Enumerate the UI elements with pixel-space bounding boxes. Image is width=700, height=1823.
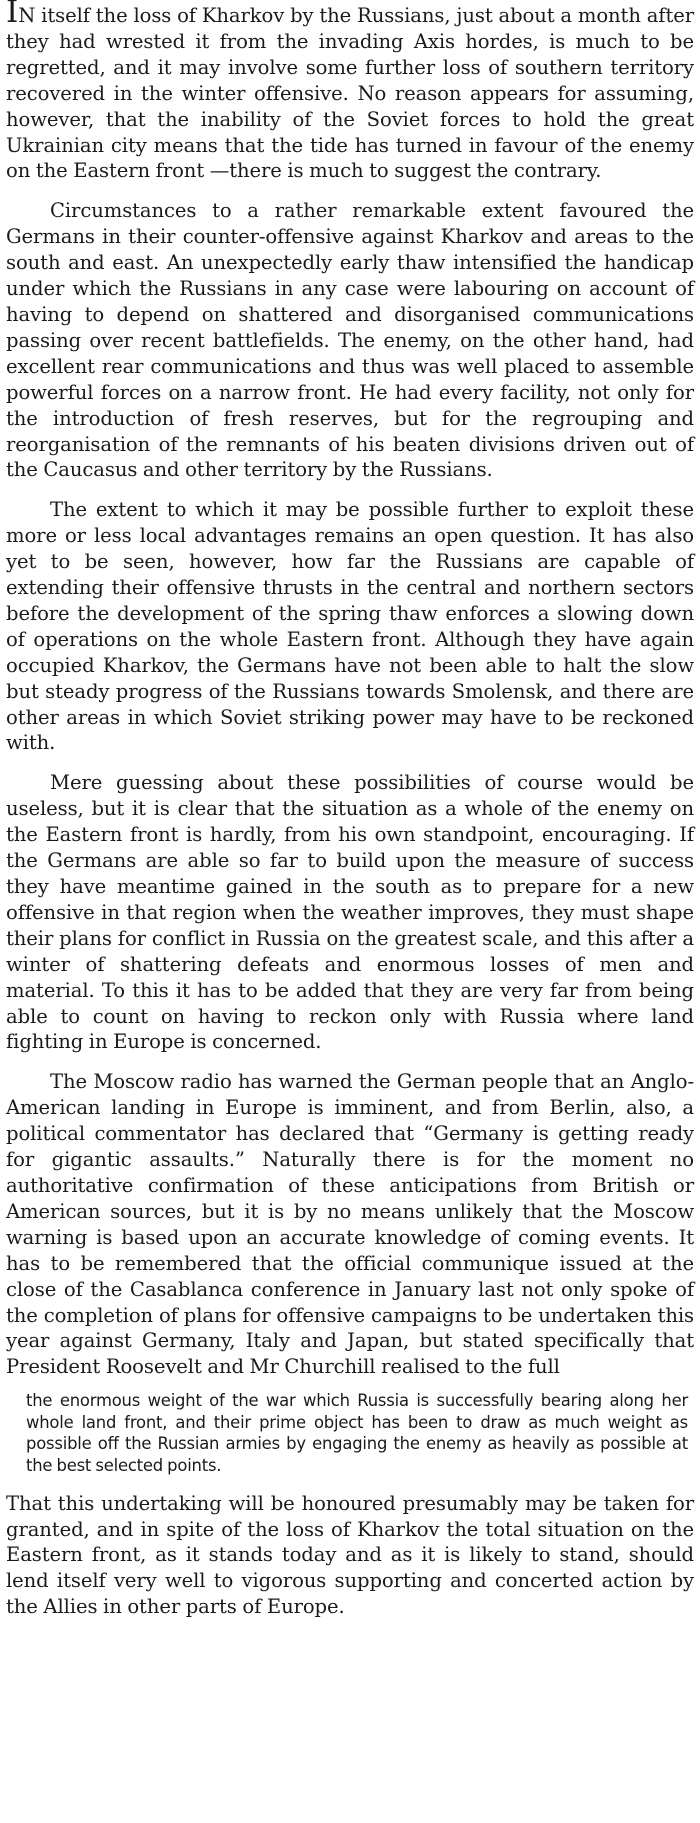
paragraph-3: The extent to which it may be possible further to exploit these more or less local advantages remains an open question. It has also yet to be seen, however, how far the Russians are capable of extending their offensive thrusts in the central and northern sectors before the development of the spring thaw enforces a slowing down of operations on the whole Eastern front. Although they have again occupied Kharkov, the Germans have not been able to halt the slow but steady progress of the Russians towards Smolensk, and there are other areas in which Soviet striking power may have to be reckoned with.	[6, 498, 694, 755]
paragraph-1-text: N itself the loss of Kharkov by the Russians, just about a month after they had wrested it from the invading Axis hordes, is much to be regretted, and it may involve some further loss of southern territory recovered in the winter offensive. No reason appears for assuming, however, that the inability of the Soviet forces to hold the great Ukrainian city means that the tide has turned in favour of the enemy on the Eastern front —there is much to suggest the contrary.	[6, 4, 694, 183]
paragraph-2: Circumstances to a rather remarkable extent favoured the Germans in their counter-offensive against Kharkov and areas to the south and east. An unexpectedly early thaw intensified the handicap under which the Russians in any case were labouring on account of having to depend on shattered and disorganised communications passing over recent battlefields. The enemy, on the other hand, had excellent rear communications and thus was well placed to assemble powerful forces on a narrow front. He had every facility, not only for the introduction of fresh reserves, but for the regrouping and reorganisation of the remnants of his beaten divisions driven out of the Caucasus and other territory by the Russians.	[6, 199, 694, 482]
paragraph-4: Mere guessing about these possibilities of course would be useless, but it is clear that the situation as a whole of the enemy on the Eastern front is hardly, from his own standpoint, encouraging. If the Germans are able so far to build upon the measure of success they have meantime gained in the south as to prepare for a new offensive in that region when the weather improves, they must shape their plans for conflict in Russia on the greatest scale, and this after a winter of shattering defeats and enormous losses of men and material. To this it has to be added that they are very far from being able to count on having to reckon only with Russia where land fighting in Europe is concerned.	[6, 771, 694, 1054]
paragraph-6: That this undertaking will be honoured presumably may be taken for granted, and in spite of the loss of Kharkov the total situation on the Eastern front, as it stands today and as it is likely to stand, should lend itself very well to vigorous supporting and concerted action by the Allies in other parts of Europe.	[6, 1491, 694, 1619]
block-quote: the enormous weight of the war which Russia is successfully bearing along her whole land front, and their prime object has been to draw as much weight as possible off the Russian armies by engaging the enemy as heavily as possible at the best selected points.	[26, 1391, 688, 1475]
paragraph-5: The Moscow radio has warned the German people that an Anglo-American landing in Europe is imminent, and from Berlin, also, a political commentator has declared that “Germany is getting ready for gigantic assaults.” Naturally there is for the moment no authoritative confirmation of these anticipations from British or American sources, but it is by no means unlikely that the Moscow warning is based upon an accurate knowledge of coming events. It has to be remembered that the official communique issued at the close of the Casablanca conference in January last not only spoke of the completion of plans for offensive campaigns to be undertaken this year against Germany, Italy and Japan, but stated specifically that President Roosevelt and Mr Churchill realised to the full	[6, 1070, 694, 1379]
paragraph-1	[6, 2, 694, 184]
drop-cap: I	[6, 0, 19, 30]
